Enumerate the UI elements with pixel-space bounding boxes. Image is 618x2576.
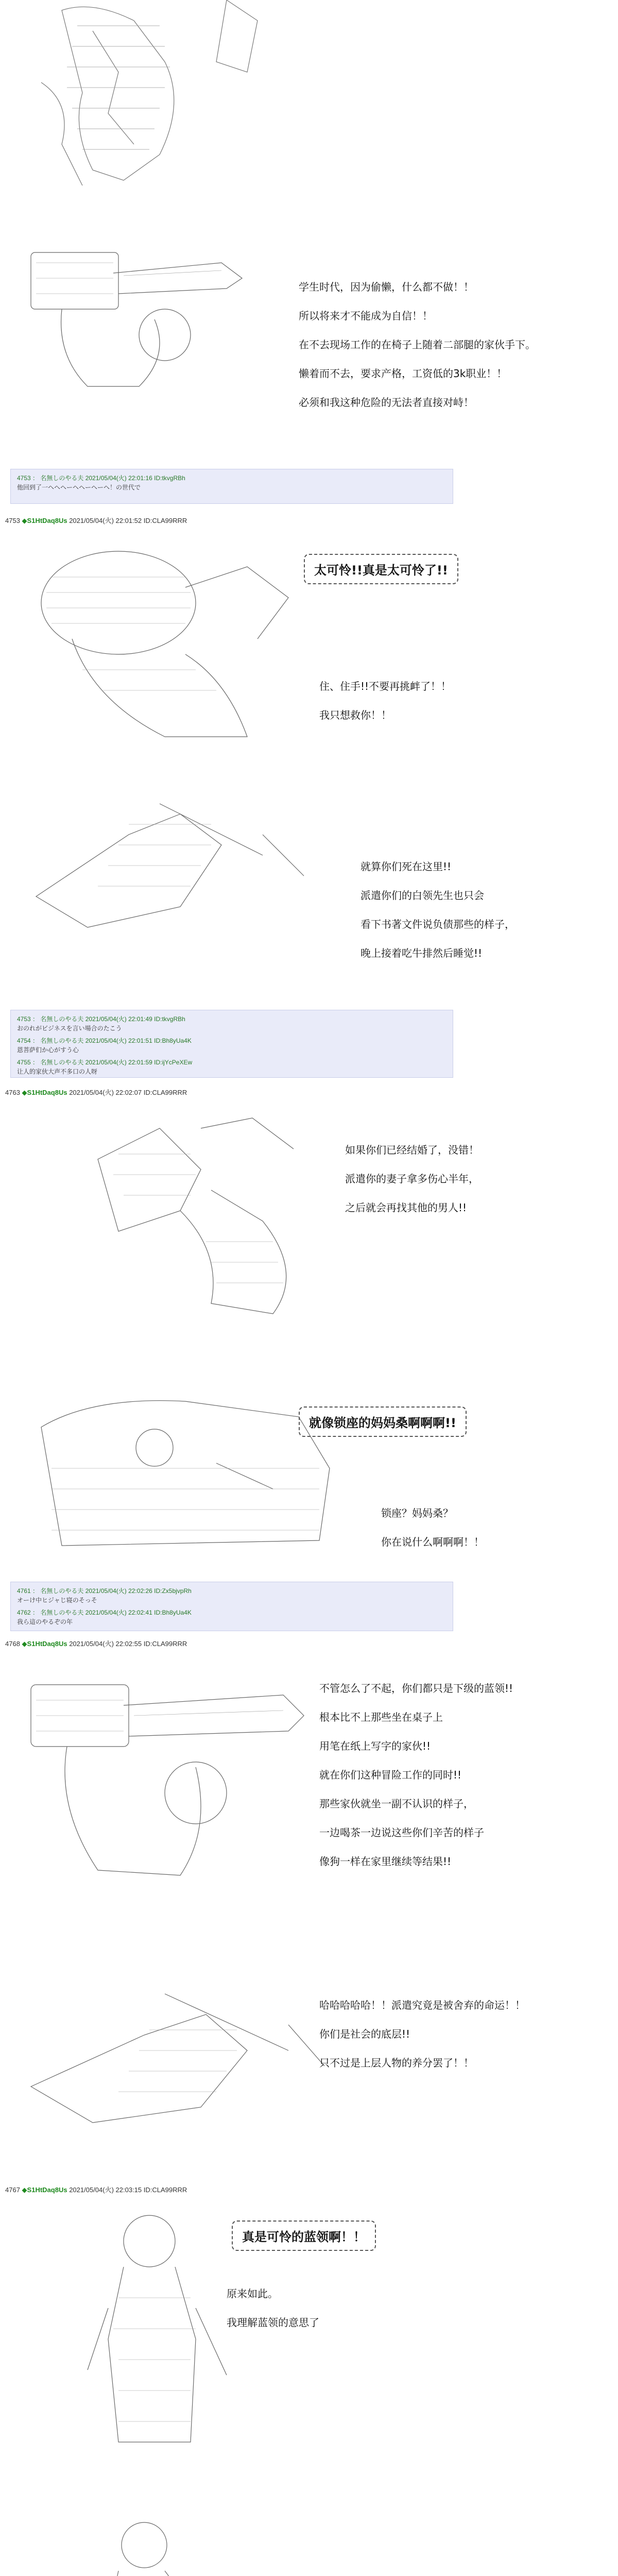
ascii-art-seated-figure-drawing: [88, 2514, 273, 2576]
dialog-line: 派遣你们的白领先生也只会: [360, 889, 484, 902]
post-trip[interactable]: ◆S1HtDaq8Us: [22, 2186, 67, 2194]
ascii-art-crouching-figure-drawing: [77, 1108, 335, 1324]
post-header-3: [5, 1638, 187, 1648]
reply-body: 我ら這のやるぞの年: [17, 1618, 73, 1625]
reply-block-3: [10, 1582, 453, 1631]
dialog-line: 那些家伙就坐一副不认识的样子，: [319, 1798, 474, 1810]
post-number: 4767: [5, 2186, 20, 2194]
ascii-art-chainsaw-figure: [26, 1664, 314, 1886]
reply-body: おのれがビジネスを言い場合のたこう: [17, 1025, 122, 1032]
dialog-line: 你在说什么啊啊啊！！: [381, 1536, 484, 1548]
post-header-1: [5, 515, 187, 525]
dialog-line: 就算你们死在这里!!: [360, 860, 452, 873]
dialog-line: 派遣你的妻子拿多伤心半年，: [345, 1173, 479, 1185]
dialog-panel-1: [299, 265, 608, 424]
dialog-line: 在不去现场工作的在椅子上随着二部腿的家伙手下。: [299, 338, 536, 351]
post-date: 2021/05/04(火) 22:02:07 ID:CLA99RRR: [69, 1089, 187, 1096]
reply-header: 4761 ： 名無しのやる夫 2021/05/04(火) 22:02:26 ID:Zx5bjvpRh: [17, 1587, 192, 1595]
dialog-line: 所以将来才不能成为自信！！: [299, 310, 433, 322]
ascii-art-chainsaw-figure-drawing: [26, 1664, 314, 1886]
dialog-line: 你们是社会的底层!!: [319, 2028, 410, 2040]
dialog-panel-8: [227, 2272, 484, 2344]
ascii-art-laughing-figure: [21, 1973, 330, 2128]
ascii-art-figure-top: [31, 0, 268, 191]
dialog-line: 晚上接着吃牛排然后睡觉!!: [360, 947, 483, 959]
reply-body: 恩菩萨们か心がすう心: [17, 1046, 79, 1054]
post-trip[interactable]: ◆S1HtDaq8Us: [22, 1640, 67, 1648]
dialog-line: 学生时代，因为偷懒，什么都不做！！: [299, 281, 474, 293]
ascii-art-chainsaw-man: [26, 232, 252, 397]
ascii-art-crouching-figure: [77, 1108, 335, 1324]
dialog-panel-2: [319, 665, 597, 737]
ascii-art-chainsaw-man-drawing: [26, 232, 252, 397]
dialog-line: 只不过是上层人物的养分罢了！！: [319, 2057, 474, 2069]
ascii-art-standing-figure-drawing: [77, 2205, 242, 2452]
dialog-line: 就在你们这种冒险工作的同时!!: [319, 1769, 462, 1781]
post-number: 4768: [5, 1640, 20, 1648]
post-header-4: [5, 2184, 187, 2194]
post-date: 2021/05/04(火) 22:03:15 ID:CLA99RRR: [69, 2186, 187, 2194]
dialog-line: 一边喝茶一边说这些你们辛苦的样子: [319, 1826, 484, 1839]
dialog-line: 用笔在纸上写字的家伙!!: [319, 1740, 431, 1752]
dialog-line: 懒着而不去，要求产格，工资低的3k职业！！: [299, 367, 507, 380]
dialog-line: 锁座？妈妈桑？: [381, 1507, 453, 1519]
reply-body: 让人的家伙大声不多口の人呀: [17, 1068, 98, 1075]
post-trip[interactable]: ◆S1HtDaq8Us: [22, 1089, 67, 1096]
dialog-panel-7: [319, 1984, 608, 2084]
ascii-art-seated-figure: [88, 2514, 273, 2576]
post-number: 4763: [5, 1089, 20, 1096]
shout-bubble: 真是可怜的蓝领啊！！: [232, 2221, 376, 2251]
post-number: 4753: [5, 517, 20, 524]
ascii-art-chainsaw-attack-drawing: [26, 773, 314, 938]
reply-body: 他回到了一ヘヘヘーヘヘーヘーヘ！の世代で: [17, 484, 141, 491]
dialog-line: 哈哈哈哈哈！！派遣究竟是被舍弃的命运！！: [319, 1999, 525, 2011]
reply-header: 4762 ： 名無しのやる夫 2021/05/04(火) 22:02:41 ID:Bh8yUa4K: [17, 1609, 192, 1616]
ascii-art-standing-figure: [77, 2205, 242, 2452]
dialog-line: 我只想救你！！: [319, 709, 391, 721]
post-date: 2021/05/04(火) 22:01:52 ID:CLA99RRR: [69, 517, 187, 524]
dialog-line: 必须和我这种危险的无法者直接对峙！: [299, 396, 474, 409]
dialog-line: 我理解蓝领的意思了: [227, 2316, 319, 2329]
dialog-panel-6: [319, 1667, 608, 1883]
dialog-line: 根本比不上那些坐在桌子上: [319, 1711, 443, 1723]
dialog-line: 住、住手!!不要再挑衅了！！: [319, 680, 452, 692]
dialog-panel-5: [381, 1492, 597, 1564]
reply-block-1: [10, 469, 453, 504]
reply-header: 4753 ： 名無しのやる夫 2021/05/04(火) 22:01:49 ID:tkvgRBh: [17, 1015, 185, 1023]
dialog-line: 像狗一样在家里继续等结果!!: [319, 1855, 452, 1868]
reply-header: 4755 ： 名無しのやる夫 2021/05/04(火) 22:01:59 ID:ijYcPeXEw: [17, 1059, 193, 1066]
ascii-art-bear-creature: [31, 1386, 340, 1556]
dialog-line: 如果你们已经结婚了，没错！: [345, 1144, 479, 1156]
ascii-art-creature-drawing: [31, 536, 299, 747]
post-trip[interactable]: ◆S1HtDaq8Us: [22, 517, 67, 524]
reply-body: オーけ中ヒジャじ寝のそっそ: [17, 1597, 97, 1604]
shout-bubble: 太可怜!!真是太可怜了!!: [304, 554, 458, 584]
ascii-art-figure-top-drawing: [31, 0, 268, 191]
reply-header: 4754 ： 名無しのやる夫 2021/05/04(火) 22:01:51 ID:Bh8yUa4K: [17, 1037, 192, 1044]
dialog-line: 不管怎么了不起，你们都只是下级的蓝领!!: [319, 1682, 513, 1694]
dialog-line: 原来如此。: [227, 2287, 278, 2300]
reply-block-2: [10, 1010, 453, 1078]
dialog-panel-4: [345, 1128, 603, 1229]
post-header-2: [5, 1087, 187, 1097]
ascii-art-chainsaw-attack: [26, 773, 314, 938]
dialog-panel-3: [360, 845, 608, 975]
dialog-line: 看下书著文件说负债那些的样子，: [360, 918, 515, 930]
reply-header: 4753 ： 名無しのやる夫 2021/05/04(火) 22:01:16 ID:tkvgRBh: [17, 474, 185, 482]
post-date: 2021/05/04(火) 22:02:55 ID:CLA99RRR: [69, 1640, 187, 1648]
ascii-art-creature: [31, 536, 299, 747]
dialog-line: 之后就会再找其他的男人!!: [345, 1201, 467, 1214]
ascii-art-laughing-figure-drawing: [21, 1973, 330, 2128]
shout-bubble: 就像锁座的妈妈桑啊啊啊!!: [299, 1406, 467, 1437]
ascii-art-bear-creature-drawing: [31, 1386, 340, 1556]
